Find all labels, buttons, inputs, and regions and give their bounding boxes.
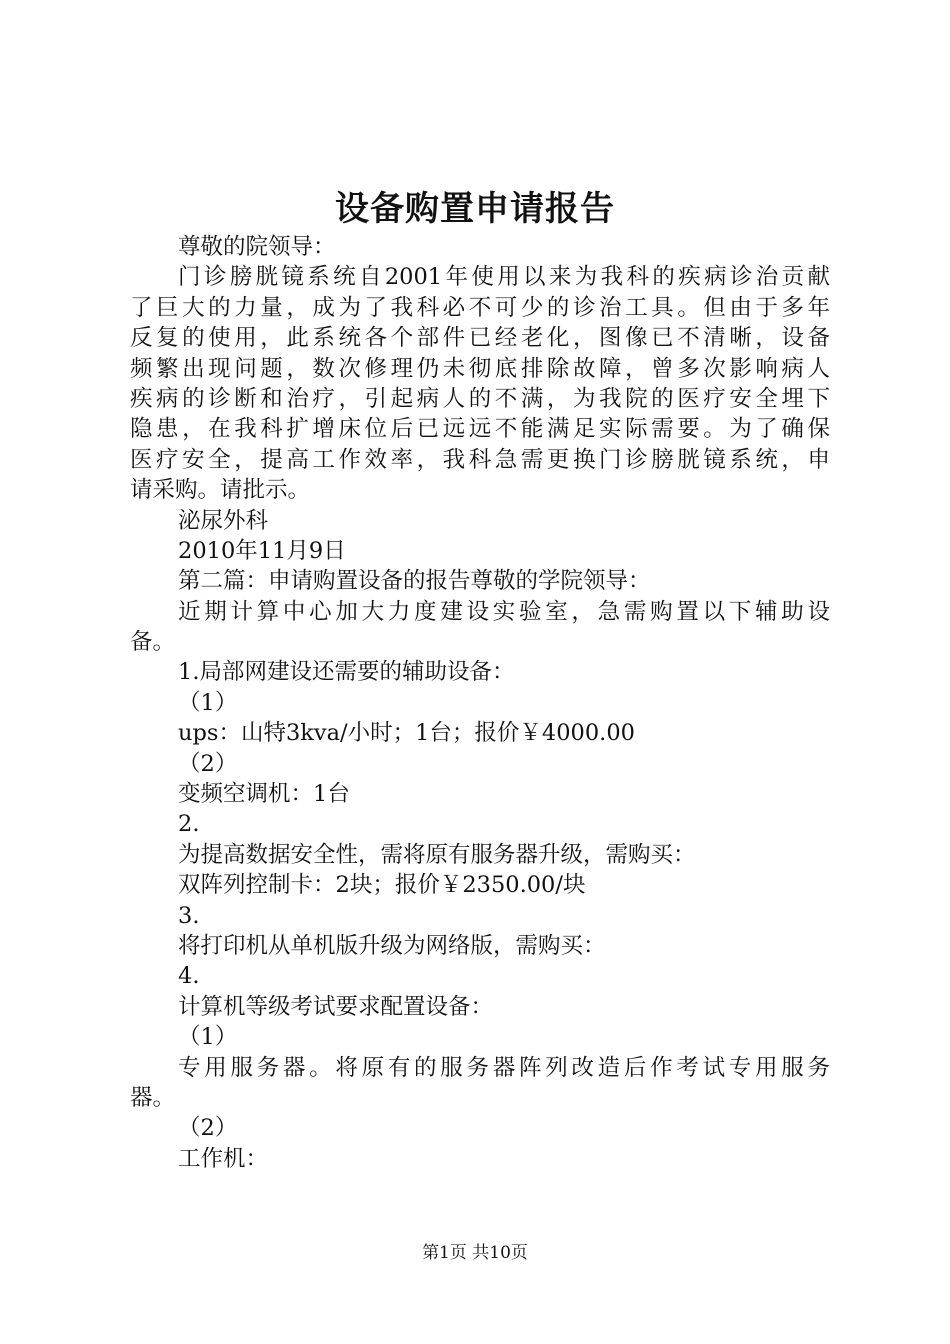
date-line: 2010年11月9日	[178, 537, 346, 564]
salutation: 尊敬的院领导：	[178, 234, 336, 260]
list-item: 将打印机从单机版升级为网络版，需购买：	[178, 932, 606, 959]
list-item: ups：山特3kva/小时；1台；报价￥4000.00	[178, 720, 635, 747]
paragraph-line: 反复的使用，此系统各个部件已经老化，图像已不清晰，设备	[130, 325, 830, 352]
paragraph-line: 医疗安全，提高工作效率，我科急需更换门诊膀胱镜系统，申	[130, 446, 830, 473]
paragraph-line: 了巨大的力量，成为了我科必不可少的诊治工具。但由于多年	[130, 294, 830, 321]
list-item: 双阵列控制卡：2块；报价￥2350.00/块	[178, 872, 586, 899]
page-footer: 第1页 共10页	[422, 1243, 528, 1263]
paragraph-line: 门诊膀胱镜系统自2001年使用以来为我科的疾病诊治贡献	[178, 264, 830, 291]
list-item: （1）	[178, 1024, 238, 1051]
paragraph-line: 请采购。请批示。	[130, 477, 311, 504]
section-heading: 第二篇：申请购置设备的报告尊敬的学院领导：	[178, 568, 651, 595]
paragraph-line: 器。	[130, 1084, 176, 1111]
list-item: 计算机等级考试要求配置设备：	[178, 993, 494, 1020]
list-item: 4.	[178, 963, 200, 990]
document-body	[130, 232, 830, 1174]
list-item: （2）	[178, 1115, 238, 1142]
document-title: 设备购置申请报告	[335, 189, 615, 229]
paragraph-line: 专用服务器。将原有的服务器阵列改造后作考试专用服务	[178, 1054, 830, 1081]
list-item: 3.	[178, 902, 200, 929]
paragraph-line: 疾病的诊断和治疗，引起病人的不满，为我院的医疗安全埋下	[130, 385, 830, 412]
paragraph-line: 频繁出现问题，数次修理仍未彻底排除故障，曾多次影响病人	[130, 355, 830, 382]
list-item: 变频空调机：1台	[178, 781, 350, 808]
list-item: 1.局部网建设还需要的辅助设备：	[178, 659, 515, 686]
paragraph-line: 近期计算中心加大力度建设实验室，急需购置以下辅助设	[178, 598, 830, 625]
paragraph-line: 备。	[130, 629, 176, 656]
department-signature: 泌尿外科	[178, 507, 269, 534]
list-item: 工作机：	[178, 1145, 269, 1172]
list-item: 2.	[178, 811, 200, 838]
list-item: （1）	[178, 689, 238, 716]
list-item: （2）	[178, 750, 238, 777]
paragraph-line: 隐患，在我科扩增床位后已远远不能满足实际需要。为了确保	[130, 416, 830, 443]
list-item: 为提高数据安全性，需将原有服务器升级，需购买：	[178, 841, 696, 868]
